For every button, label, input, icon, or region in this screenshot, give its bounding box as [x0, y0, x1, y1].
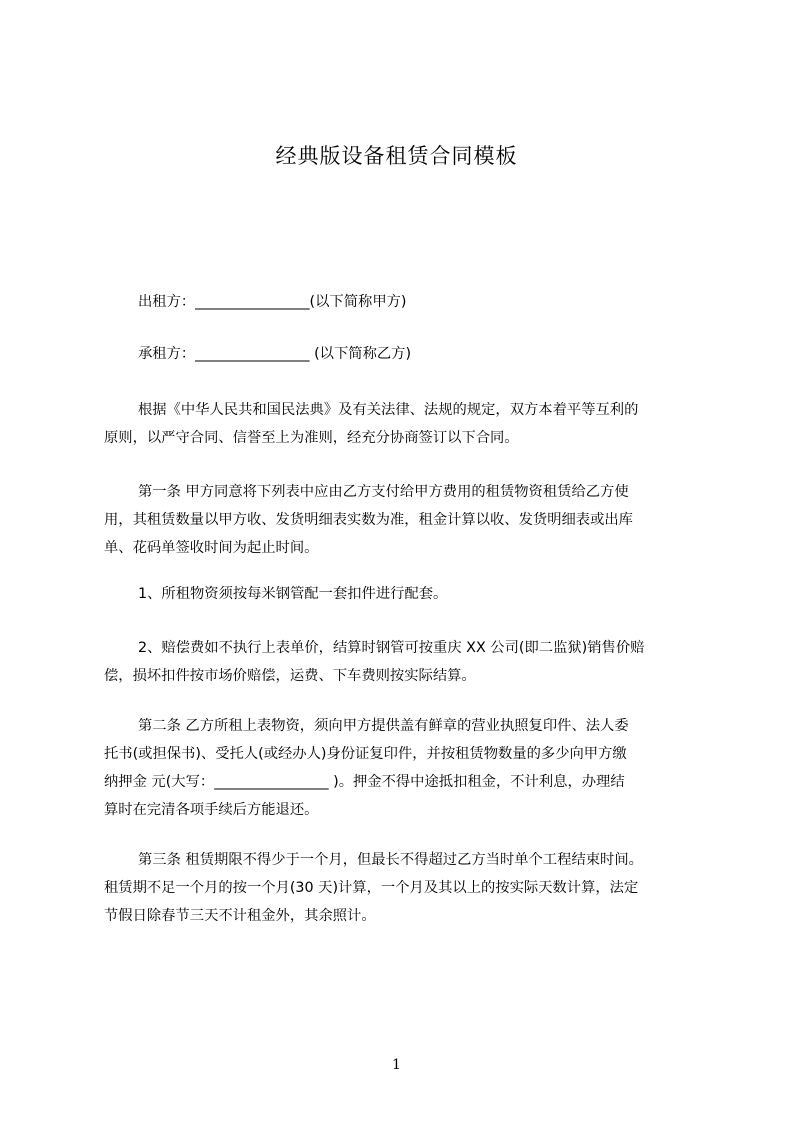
article-2-line-1: 第二条 乙方所租上表物资，须向甲方提供盖有鲜章的营业执照复印件、法人委 [138, 718, 629, 734]
preamble-line-2: 原则，以严守合同、信誉至上为准则，经充分协商签订以下合同。 [104, 430, 519, 446]
page-number: 1 [392, 1057, 401, 1073]
article-1-paragraph [104, 478, 700, 562]
article-2-line-3: 纳押金 元(大写：________________ )。押金不得中途抵扣租金，不计利息，办理结 [104, 774, 625, 790]
article-1-line-2: 用，其租赁数量以甲方收、发货明细表实数为准，租金计算以收、发货明细表或出库 [104, 512, 633, 528]
article-3-line-3: 节假日除春节三天不计租金外，其余照计。 [104, 908, 376, 924]
article-3-line-1: 第三条 租赁期限不得少于一个月，但最长不得超过乙方当时单个工程结束时间。 [138, 852, 643, 868]
lessor-line: 出租方：________________(以下简称甲方) [138, 294, 407, 310]
article-2-line-2: 托书(或担保书)、受托人(或经办人)身份证复印件，并按租赁物数量的多少向甲方缴 [104, 746, 627, 762]
article-1-line-3: 单、花码单签收时间为起止时间。 [104, 540, 319, 556]
item-2-paragraph [104, 634, 700, 690]
article-1-line-1: 第一条 甲方同意将下列表中应由乙方支付给甲方费用的租赁物资租赁给乙方使 [138, 484, 629, 500]
item-2-line-1: 2、赔偿费如不执行上表单价，结算时钢管可按重庆 XX 公司(即二监狱)销售价赔 [138, 640, 645, 656]
article-2-paragraph [104, 712, 700, 824]
item-2-line-2: 偿，损坏扣件按市场价赔偿，运费、下车费则按实际结算。 [104, 668, 476, 684]
preamble-paragraph [104, 396, 700, 452]
lessee-line: 承租方：________________ (以下简称乙方) [138, 346, 412, 362]
article-3-paragraph [104, 846, 700, 930]
article-2-line-4: 算时在完清各项手续后方能退还。 [104, 802, 319, 818]
article-3-line-2: 租赁期不足一个月的按一个月(30 天)计算，一个月及其以上的按实际天数计算，法定 [104, 880, 639, 896]
item-1-line: 1、所租物资须按每米钢管配一套扣件进行配套。 [138, 586, 448, 602]
document-title: 经典版设备租赁合同模板 [275, 144, 518, 168]
preamble-line-1: 根据《中华人民共和国民法典》及有关法律、法规的规定，双方本着平等互利的 [138, 402, 639, 418]
